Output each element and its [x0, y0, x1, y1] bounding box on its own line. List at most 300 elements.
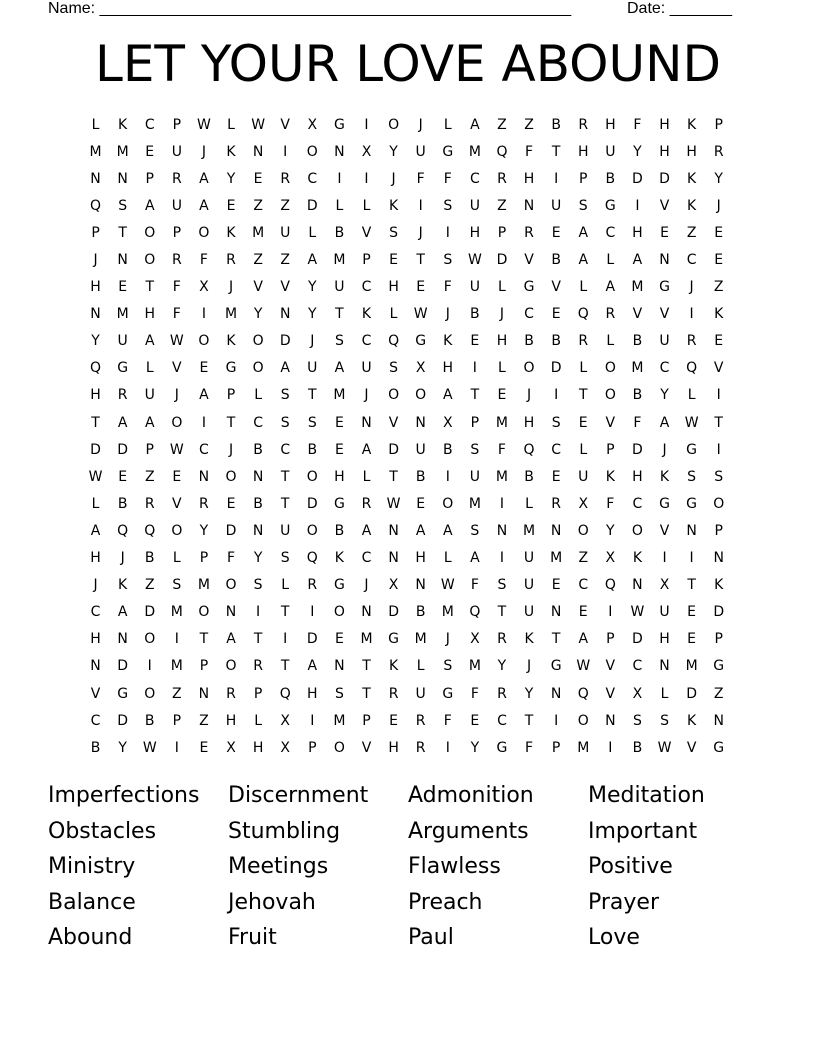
grid-letter: S — [443, 658, 453, 675]
grid-letter: T — [551, 143, 561, 160]
grid-letter: N — [252, 143, 264, 160]
grid-letter: L — [606, 333, 615, 350]
grid-letter: C — [90, 604, 101, 621]
word-list-item: Paul — [408, 925, 454, 951]
grid-letter: R — [524, 224, 534, 241]
grid-letter: J — [391, 170, 396, 187]
grid-letter: N — [252, 468, 264, 485]
grid-letter: E — [389, 252, 398, 269]
grid-letter: B — [551, 116, 561, 133]
grid-letter: U — [523, 604, 535, 621]
grid-letter: Z — [497, 116, 507, 133]
grid-letter: T — [687, 577, 696, 594]
grid-letter: N — [686, 522, 697, 539]
grid-letter: S — [307, 414, 317, 431]
grid-letter: T — [389, 468, 398, 485]
grid-letter: H — [442, 360, 454, 377]
grid-letter: B — [253, 495, 263, 512]
grid-letter: P — [714, 522, 723, 539]
grid-letter: R — [551, 495, 561, 512]
grid-letter: O — [523, 360, 535, 377]
grid-letter: D — [686, 685, 697, 702]
grid-letter: D — [388, 604, 399, 621]
grid-letter: I — [310, 604, 315, 621]
grid-letter: Z — [686, 224, 697, 241]
grid-letter: I — [283, 631, 288, 648]
grid-letter: L — [660, 685, 669, 702]
grid-letter: G — [550, 658, 562, 675]
grid-letter: V — [659, 197, 670, 214]
grid-letter: K — [118, 577, 128, 594]
grid-letter: Z — [144, 577, 155, 594]
grid-letter: S — [280, 550, 290, 567]
grid-letter: E — [551, 224, 561, 241]
grid-letter: K — [687, 170, 697, 187]
grid-letter: F — [443, 170, 452, 187]
grid-letter: Z — [280, 252, 290, 269]
grid-letter: P — [226, 387, 236, 404]
grid-letter: B — [442, 441, 453, 458]
grid-letter: L — [91, 495, 100, 512]
word-list-item: Preach — [408, 889, 483, 915]
grid-letter: E — [551, 468, 561, 485]
grid-letter: O — [442, 495, 454, 512]
grid-letter: O — [333, 739, 345, 756]
grid-letter: T — [308, 387, 317, 404]
grid-letter: S — [334, 685, 344, 702]
grid-letter: U — [523, 577, 535, 594]
header-line — [48, 0, 748, 20]
grid-letter: Z — [280, 197, 290, 214]
grid-letter: H — [632, 468, 643, 485]
grid-letter: V — [361, 739, 372, 756]
grid-letter: O — [144, 224, 156, 241]
grid-letter: J — [445, 306, 450, 323]
word-list-item: Meetings — [228, 854, 329, 880]
grid-letter: D — [306, 631, 318, 648]
grid-letter: B — [605, 170, 616, 187]
grid-letter: Y — [226, 170, 236, 187]
grid-letter: N — [279, 306, 291, 323]
grid-letter: R — [497, 631, 507, 648]
grid-letter: D — [279, 333, 291, 350]
grid-letter: D — [117, 658, 129, 675]
grid-letter: T — [578, 387, 588, 404]
grid-letter: D — [713, 604, 725, 621]
grid-letter: N — [523, 197, 535, 214]
grid-letter: T — [280, 495, 290, 512]
grid-letter: K — [226, 224, 236, 241]
grid-letter: Y — [497, 658, 507, 675]
grid-letter: B — [524, 333, 534, 350]
grid-letter: A — [144, 333, 155, 350]
grid-letter: J — [310, 333, 315, 350]
grid-letter: L — [91, 116, 100, 133]
grid-letter: M — [631, 279, 644, 296]
grid-letter: U — [551, 197, 562, 214]
grid-letter: S — [389, 360, 399, 377]
grid-letter: Z — [253, 252, 263, 269]
grid-letter: M — [523, 522, 536, 539]
grid-letter: S — [443, 252, 453, 269]
grid-letter: C — [686, 252, 697, 269]
grid-letter: I — [472, 360, 477, 377]
word-list-item: Love — [588, 925, 640, 951]
grid-letter: V — [280, 279, 290, 296]
grid-letter: O — [631, 522, 643, 539]
grid-letter: M — [468, 495, 481, 512]
grid-letter: W — [386, 495, 401, 512]
grid-letter: K — [388, 197, 399, 214]
grid-letter: H — [496, 333, 508, 350]
grid-letter: B — [334, 224, 345, 241]
grid-letter: K — [605, 468, 615, 485]
grid-letter: M — [495, 414, 508, 431]
grid-letter: I — [554, 170, 559, 187]
grid-letter: Q — [577, 306, 589, 323]
grid-letter: O — [144, 252, 156, 269]
grid-letter: H — [225, 712, 237, 729]
grid-letter: R — [686, 333, 697, 350]
grid-letter: T — [280, 604, 290, 621]
grid-letter: R — [605, 306, 616, 323]
grid-letter: K — [659, 468, 670, 485]
grid-letter: U — [117, 333, 128, 350]
grid-letter: I — [201, 414, 206, 431]
grid-letter: M — [550, 550, 563, 567]
grid-letter: C — [524, 306, 534, 323]
grid-letter: J — [526, 658, 532, 675]
grid-letter: I — [418, 197, 423, 214]
grid-letter: T — [714, 414, 723, 431]
grid-letter: U — [415, 685, 426, 702]
grid-letter: P — [253, 685, 263, 702]
grid-letter: P — [714, 116, 723, 133]
grid-letter: V — [686, 739, 697, 756]
grid-letter: I — [635, 197, 640, 214]
grid-letter: K — [714, 306, 724, 323]
grid-letter: Z — [172, 685, 182, 702]
grid-letter: D — [225, 522, 237, 539]
grid-letter: M — [631, 360, 644, 377]
grid-letter: J — [418, 224, 423, 241]
grid-letter: Y — [714, 170, 723, 187]
grid-letter: D — [306, 495, 318, 512]
grid-letter: B — [117, 495, 128, 512]
grid-letter: N — [252, 522, 264, 539]
grid-letter: J — [364, 577, 369, 594]
grid-letter: B — [524, 468, 534, 485]
grid-letter: G — [713, 739, 725, 756]
grid-letter: O — [198, 333, 210, 350]
grid-letter: C — [90, 712, 101, 729]
grid-letter: L — [335, 197, 344, 214]
grid-letter: K — [118, 116, 128, 133]
grid-letter: Q — [117, 522, 129, 539]
grid-letter: O — [713, 495, 725, 512]
grid-letter: E — [118, 279, 128, 296]
grid-letter: R — [388, 685, 399, 702]
grid-letter: M — [468, 658, 481, 675]
grid-letter: W — [142, 739, 157, 756]
word-list-item: Obstacles — [48, 818, 157, 844]
grid-letter: E — [714, 252, 724, 269]
grid-letter: Q — [577, 685, 589, 702]
grid-letter: S — [632, 712, 642, 729]
grid-letter: D — [632, 631, 643, 648]
grid-letter: N — [90, 170, 101, 187]
grid-letter: P — [606, 631, 615, 648]
grid-letter: P — [579, 170, 588, 187]
grid-letter: I — [445, 224, 450, 241]
grid-letter: F — [470, 577, 479, 594]
grid-letter: A — [470, 550, 480, 567]
grid-letter: V — [90, 685, 101, 702]
grid-letter: Z — [253, 197, 263, 214]
grid-letter: L — [443, 550, 452, 567]
grid-letter: X — [226, 739, 236, 756]
grid-letter: P — [145, 170, 154, 187]
grid-letter: F — [226, 550, 236, 567]
grid-letter: G — [117, 685, 129, 702]
grid-letter: M — [252, 224, 265, 241]
grid-letter: A — [470, 116, 480, 133]
grid-letter: N — [550, 604, 562, 621]
grid-letter: M — [116, 143, 129, 160]
grid-letter: B — [632, 387, 643, 404]
grid-letter: H — [144, 306, 155, 323]
grid-letter: V — [605, 414, 616, 431]
grid-letter: H — [523, 170, 535, 187]
grid-letter: B — [144, 550, 155, 567]
grid-letter: K — [687, 197, 697, 214]
grid-letter: R — [497, 170, 507, 187]
grid-letter: A — [442, 522, 453, 539]
grid-letter: C — [361, 279, 372, 296]
grid-letter: A — [361, 441, 372, 458]
grid-letter: I — [662, 550, 667, 567]
grid-letter: O — [604, 360, 616, 377]
grid-letter: J — [689, 279, 694, 296]
grid-letter: Q — [388, 333, 400, 350]
grid-letter: D — [496, 252, 508, 269]
grid-letter: S — [470, 522, 480, 539]
grid-letter: L — [416, 658, 425, 675]
grid-letter: V — [605, 658, 616, 675]
grid-letter: P — [362, 252, 371, 269]
grid-letter: A — [578, 631, 589, 648]
grid-letter: C — [307, 170, 318, 187]
grid-letter: Q — [496, 143, 508, 160]
grid-letter: C — [144, 116, 155, 133]
word-list-item: Balance — [48, 889, 136, 915]
grid-letter: X — [199, 279, 209, 296]
grid-letter: K — [226, 143, 236, 160]
grid-letter: L — [525, 495, 533, 512]
grid-letter: C — [659, 360, 670, 377]
grid-letter: K — [443, 333, 453, 350]
grid-letter: T — [91, 414, 100, 431]
grid-letter: W — [251, 116, 266, 133]
grid-letter: H — [523, 414, 535, 431]
grid-letter: H — [307, 685, 318, 702]
grid-letter: N — [198, 685, 210, 702]
grid-letter: T — [118, 224, 127, 241]
grid-letter: L — [172, 550, 181, 567]
grid-letter: S — [389, 224, 399, 241]
grid-letter: J — [228, 279, 234, 296]
grid-letter: L — [308, 224, 317, 241]
grid-letter: Q — [90, 360, 102, 377]
grid-letter: O — [388, 387, 400, 404]
grid-letter: T — [226, 414, 236, 431]
grid-letter: M — [333, 252, 346, 269]
grid-letter: P — [308, 739, 317, 756]
grid-letter: B — [470, 306, 480, 323]
grid-letter: T — [551, 631, 561, 648]
grid-letter: M — [170, 604, 183, 621]
grid-letter: V — [659, 522, 670, 539]
grid-letter: L — [362, 468, 371, 485]
grid-letter: Y — [199, 522, 209, 539]
grid-letter: H — [388, 279, 399, 296]
grid-letter: I — [689, 306, 694, 323]
grid-letter: A — [307, 658, 318, 675]
grid-letter: Z — [578, 550, 589, 567]
grid-letter: O — [198, 224, 210, 241]
grid-letter: U — [605, 143, 616, 160]
grid-letter: N — [225, 604, 237, 621]
grid-letter: C — [605, 224, 616, 241]
grid-letter: H — [632, 224, 643, 241]
grid-letter: I — [337, 170, 342, 187]
grid-letter: M — [197, 577, 210, 594]
grid-letter: U — [415, 143, 426, 160]
grid-letter: J — [716, 197, 721, 214]
grid-letter: U — [171, 197, 182, 214]
grid-letter: C — [199, 441, 209, 458]
grid-letter: L — [498, 360, 506, 377]
grid-letter: T — [362, 658, 371, 675]
grid-letter: N — [361, 414, 372, 431]
grid-letter: I — [716, 387, 721, 404]
grid-letter: B — [144, 712, 155, 729]
grid-letter: L — [443, 116, 452, 133]
grid-letter: E — [470, 712, 480, 729]
grid-letter: X — [632, 685, 643, 702]
grid-letter: F — [443, 712, 452, 729]
grid-letter: K — [714, 577, 724, 594]
grid-letter: P — [145, 441, 154, 458]
grid-letter: X — [578, 495, 589, 512]
grid-letter: H — [388, 739, 399, 756]
grid-letter: U — [280, 522, 291, 539]
grid-letter: E — [551, 306, 561, 323]
grid-letter: D — [632, 170, 643, 187]
grid-letter: U — [469, 279, 480, 296]
grid-letter: U — [469, 468, 480, 485]
grid-letter: A — [226, 631, 236, 648]
grid-letter: G — [415, 333, 427, 350]
word-list-item: Ministry — [48, 854, 136, 880]
grid-letter: P — [606, 441, 615, 458]
grid-letter: X — [280, 739, 290, 756]
grid-letter: U — [415, 441, 426, 458]
grid-letter: T — [253, 631, 263, 648]
grid-letter: I — [716, 441, 721, 458]
grid-letter: E — [334, 631, 344, 648]
grid-letter: R — [415, 739, 426, 756]
grid-letter: W — [88, 468, 103, 485]
grid-letter: J — [201, 143, 206, 160]
grid-letter: V — [361, 224, 372, 241]
grid-letter: S — [470, 441, 480, 458]
grid-letter: D — [144, 604, 156, 621]
grid-letter: Y — [633, 143, 642, 160]
grid-letter: E — [199, 739, 209, 756]
grid-letter: J — [364, 387, 369, 404]
grid-letter: J — [174, 387, 179, 404]
grid-letter: U — [578, 468, 589, 485]
grid-letter: C — [253, 414, 263, 431]
grid-letter: U — [280, 224, 291, 241]
grid-letter: J — [93, 252, 98, 269]
grid-letter: I — [174, 739, 179, 756]
page-title: LET YOUR LOVE ABOUND — [94, 35, 721, 93]
grid-letter: W — [440, 577, 455, 594]
grid-letter: O — [415, 387, 427, 404]
grid-letter: P — [551, 739, 561, 756]
grid-letter: Q — [306, 550, 318, 567]
grid-letter: L — [498, 279, 506, 296]
grid-letter: B — [253, 441, 263, 458]
grid-letter: E — [470, 333, 480, 350]
grid-letter: P — [172, 224, 182, 241]
grid-letter: N — [496, 522, 508, 539]
grid-letter: X — [659, 577, 670, 594]
grid-letter: M — [360, 631, 373, 648]
grid-letter: U — [659, 333, 670, 350]
grid-letter: N — [198, 468, 210, 485]
grid-letter: V — [253, 279, 263, 296]
grid-letter: S — [660, 712, 669, 729]
grid-letter: Q — [523, 441, 535, 458]
grid-letter: C — [497, 712, 507, 729]
grid-letter: G — [713, 658, 725, 675]
grid-letter: P — [91, 224, 100, 241]
grid-letter: R — [713, 143, 724, 160]
grid-letter: B — [551, 333, 561, 350]
grid-letter: O — [252, 333, 264, 350]
grid-letter: O — [388, 116, 400, 133]
grid-letter: Y — [308, 306, 317, 323]
grid-letter: G — [388, 631, 399, 648]
grid-letter: O — [144, 631, 156, 648]
grid-letter: E — [687, 604, 697, 621]
grid-letter: P — [199, 658, 209, 675]
grid-letter: I — [147, 658, 152, 675]
grid-letter: A — [578, 252, 589, 269]
grid-letter: L — [579, 279, 588, 296]
grid-letter: M — [170, 658, 183, 675]
grid-letter: T — [280, 658, 290, 675]
grid-letter: K — [687, 712, 697, 729]
grid-letter: N — [334, 143, 345, 160]
grid-letter: T — [524, 712, 534, 729]
grid-letter: L — [579, 360, 588, 377]
grid-letter: A — [361, 522, 372, 539]
grid-letter: G — [442, 685, 454, 702]
